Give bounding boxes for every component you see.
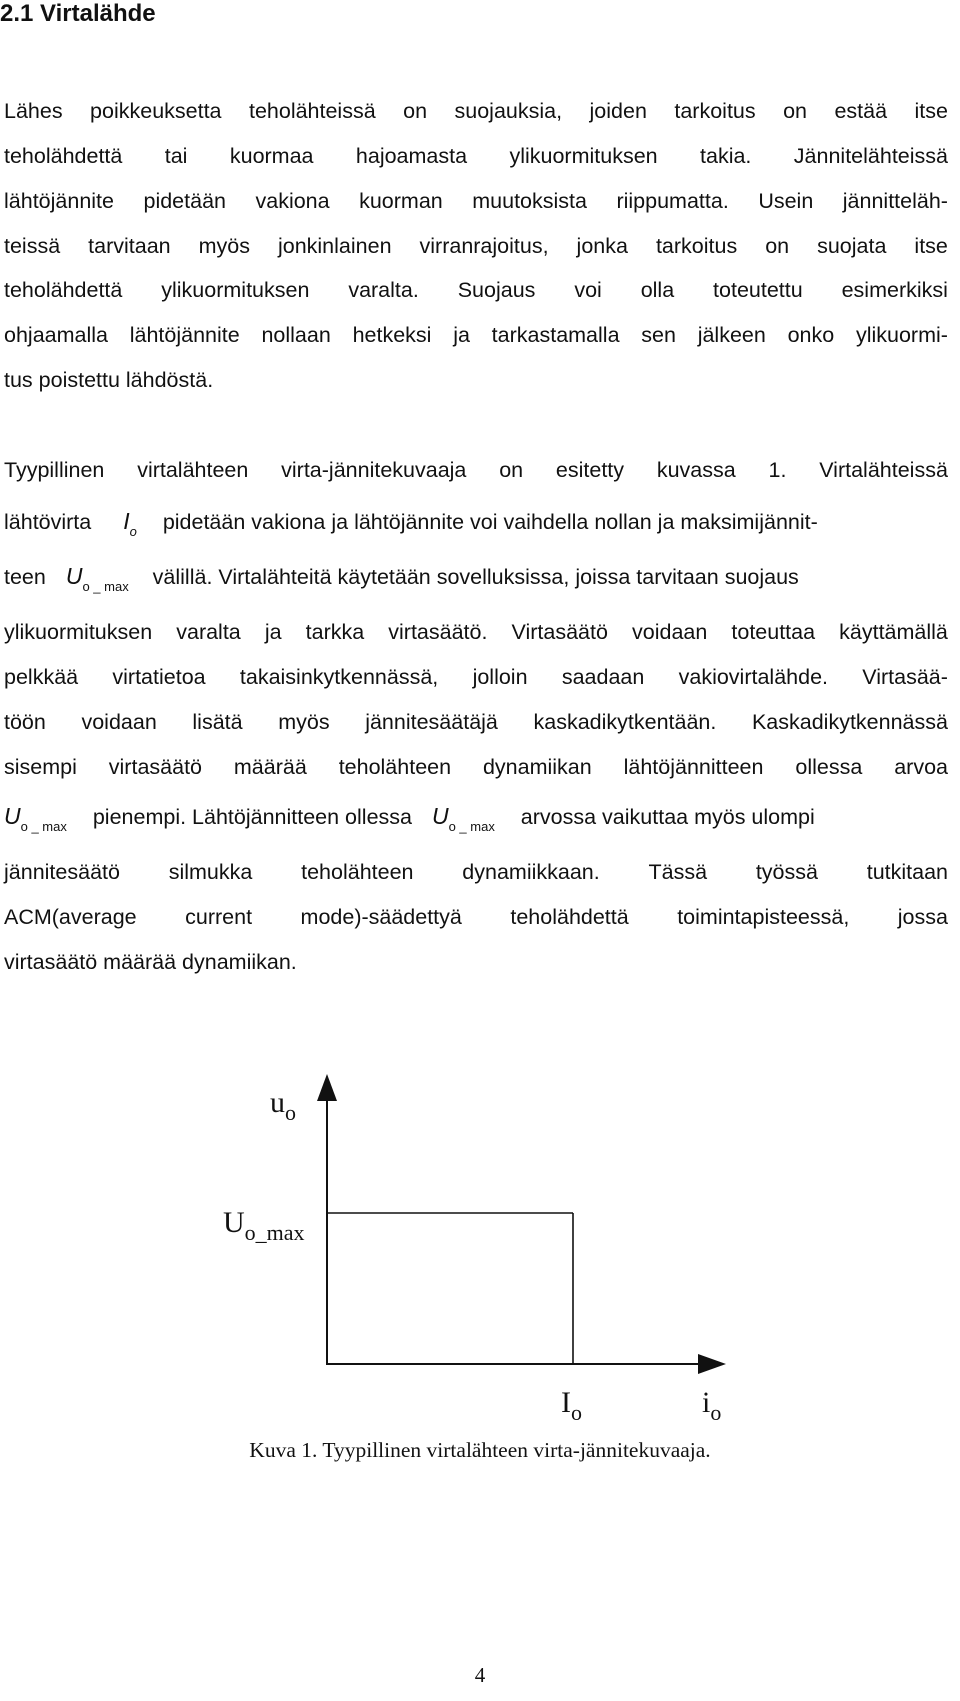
word: pelkkää: [4, 665, 79, 689]
word: ollessa: [795, 755, 863, 779]
word: mode)-säädettyä: [300, 905, 462, 929]
word: vakiovirtalähde.: [678, 665, 828, 689]
word: kuvassa: [656, 458, 736, 482]
word: varalta.: [348, 278, 419, 302]
word: ja: [453, 323, 470, 347]
word: määrää: [233, 755, 307, 779]
paragraph-text: välillä. Virtalähteitä käytetään sovelluksissa, joissa tarvitaan suojaus: [152, 565, 799, 589]
word: on: [403, 99, 428, 123]
paragraph-line: [4, 561, 948, 602]
word: virtasäätö: [108, 755, 202, 779]
word: teholähdettä: [4, 144, 123, 168]
word: teholähteissä: [248, 99, 376, 123]
word: varalta: [176, 620, 241, 644]
word: jonkinlainen: [277, 234, 392, 258]
word: ja: [264, 620, 282, 644]
word: suojata: [817, 234, 887, 258]
word: riippumatta.: [616, 189, 729, 213]
word: tarvitaan: [88, 234, 171, 258]
paragraph-text: pidetään vakiona ja lähtöjännite voi vaihdella nollan ja maksimijännit-: [162, 510, 818, 534]
paragraph-line: [4, 365, 948, 395]
paragraph-line: [4, 857, 948, 887]
word: jälkeen: [697, 323, 766, 347]
word: jossa: [897, 905, 948, 929]
word: current: [185, 905, 253, 929]
word: nollaan: [261, 323, 331, 347]
paragraph-line: [4, 617, 948, 647]
word: arvoa: [894, 755, 948, 779]
iv-characteristic-figure: [0, 1060, 960, 1420]
word: lähtöjännite: [4, 189, 114, 213]
word: hetkeksi: [352, 323, 432, 347]
word: jännitesäätö: [4, 860, 120, 884]
word: lähtöjännitteen: [623, 755, 764, 779]
word: Virtasää-: [862, 665, 948, 689]
paragraph-line: [4, 752, 948, 782]
word: on: [765, 234, 790, 258]
word: tarkoitus: [674, 99, 756, 123]
word: tarkoitus: [655, 234, 738, 258]
word: tai: [164, 144, 188, 168]
word: jännitesäätäjä: [365, 710, 498, 734]
section-heading: 2.1 Virtalähde: [0, 0, 156, 27]
word: ylikuormituksen: [4, 620, 153, 644]
word: toteutettu: [713, 278, 803, 302]
voltage-max-symbol: $U_{o \_ max}$: [431, 803, 495, 834]
word: Jännitelähteissä: [793, 144, 948, 168]
word: tutkitaan: [866, 860, 948, 884]
word: ohjaamalla: [4, 323, 108, 347]
paragraph-line: [4, 231, 948, 261]
word: toteuttaa: [731, 620, 816, 644]
word: itse: [914, 234, 948, 258]
x-axis-label: $i_o$: [702, 1386, 722, 1420]
word: itse: [914, 99, 948, 123]
word: jolloin: [472, 665, 528, 689]
word: työssä: [755, 860, 818, 884]
page-number: 4: [474, 1663, 486, 1687]
paragraph-line: [4, 506, 948, 547]
y-axis-arrow: [317, 1074, 337, 1101]
word: käyttämällä: [839, 620, 948, 644]
word: myös: [198, 234, 250, 258]
word: 1.: [768, 458, 787, 482]
word: muutoksista: [472, 189, 587, 213]
word: hajoamasta: [355, 144, 468, 168]
word: kaskadikytkentään.: [533, 710, 717, 734]
word: jännitteläh-: [842, 189, 948, 213]
word: teholähteen: [338, 755, 452, 779]
word: takaisinkytkennässä,: [239, 665, 439, 689]
word: virtasäätö.: [388, 620, 488, 644]
x-axis-arrow: [698, 1354, 726, 1374]
word: sisempi: [4, 755, 77, 779]
word: on: [499, 458, 524, 482]
figure-caption: Kuva 1. Tyypillinen virtalähteen virta-jännitekuvaaja.: [249, 1438, 711, 1462]
paragraph-line: [4, 801, 948, 842]
paragraph-line: [4, 707, 948, 737]
word: lisätä: [192, 710, 243, 734]
word: dynamiikkaan.: [462, 860, 600, 884]
word: sen: [641, 323, 676, 347]
word: saadaan: [561, 665, 645, 689]
paragraph-line: [4, 662, 948, 692]
word: Tässä: [648, 860, 708, 884]
word: teholähteen: [301, 860, 414, 884]
word: lähtöjännite: [129, 323, 240, 347]
word: kuorman: [359, 189, 443, 213]
word: teissä: [4, 234, 61, 258]
paragraph-line: [4, 320, 948, 350]
word: ylikuormituksen: [161, 278, 310, 302]
word: myös: [278, 710, 330, 734]
paragraph-line: [4, 186, 948, 216]
word: dynamiikan: [482, 755, 592, 779]
word: onko: [787, 323, 835, 347]
word: toimintapisteessä,: [677, 905, 850, 929]
word: ylikuormituksen: [509, 144, 658, 168]
word: Tyypillinen: [4, 458, 105, 482]
paragraph-text: pienempi. Lähtöjännitteen ollessa: [92, 805, 412, 829]
current-symbol: $I_o$: [123, 508, 137, 539]
word: voi: [574, 278, 602, 302]
paragraph-line: [4, 947, 948, 977]
word: teholähdettä: [510, 905, 629, 929]
word: tarkka: [305, 620, 365, 644]
y-axis-label: $u_o$: [270, 1086, 296, 1125]
paragraph-line: [4, 141, 948, 171]
word: virtalähteen: [137, 458, 249, 482]
word: voidaan: [632, 620, 708, 644]
word: on: [783, 99, 808, 123]
word: joiden: [589, 99, 647, 123]
word: teholähdettä: [4, 278, 123, 302]
word: ACM(average: [4, 905, 137, 929]
word: takia.: [700, 144, 752, 168]
word: esitetty: [555, 458, 625, 482]
paragraph-line: [4, 96, 948, 126]
word: vakiona: [255, 189, 330, 213]
i-o-label: $I_o$: [561, 1386, 582, 1420]
word: estää: [834, 99, 888, 123]
voltage-max-symbol: $U_{o \_ max}$: [4, 803, 67, 834]
paragraph-text: arvossa vaikuttaa myös ulompi: [520, 805, 815, 829]
paragraph-line: [4, 902, 948, 932]
u-max-label: $U_{o\_max}$: [223, 1206, 305, 1245]
word: Virtalähteissä: [819, 458, 948, 482]
word: Virtasäätö: [511, 620, 608, 644]
word: poikkeuksetta: [90, 99, 222, 123]
word: esimerkiksi: [841, 278, 948, 302]
word: jonka: [576, 234, 628, 258]
word: olla: [640, 278, 675, 302]
paragraph-text: virtasäätö määrää dynamiikan.: [4, 950, 297, 974]
word: virtatietoa: [112, 665, 206, 689]
word: töön: [4, 710, 46, 734]
word: suojauksia,: [454, 99, 563, 123]
word: voidaan: [81, 710, 157, 734]
word: Kaskadikytkennässä: [751, 710, 948, 734]
word: virta-jännitekuvaaja: [281, 458, 467, 482]
word: ylikuormi-: [855, 323, 948, 347]
word: tarkastamalla: [491, 323, 620, 347]
word: Usein: [758, 189, 814, 213]
paragraph-line: [4, 455, 948, 485]
word: virranrajoitus,: [419, 234, 549, 258]
voltage-max-symbol: $U_{o \_ max}$: [65, 563, 129, 594]
paragraph-line: [4, 275, 948, 305]
paragraph-text: lähtövirta: [4, 510, 92, 534]
word: Suojaus: [457, 278, 536, 302]
word: pidetään: [143, 189, 226, 213]
word: Lähes: [4, 99, 63, 123]
word: silmukka: [168, 860, 253, 884]
word: kuormaa: [229, 144, 314, 168]
paragraph-text: tus poistettu lähdöstä.: [4, 368, 214, 392]
paragraph-text: teen: [4, 565, 46, 589]
